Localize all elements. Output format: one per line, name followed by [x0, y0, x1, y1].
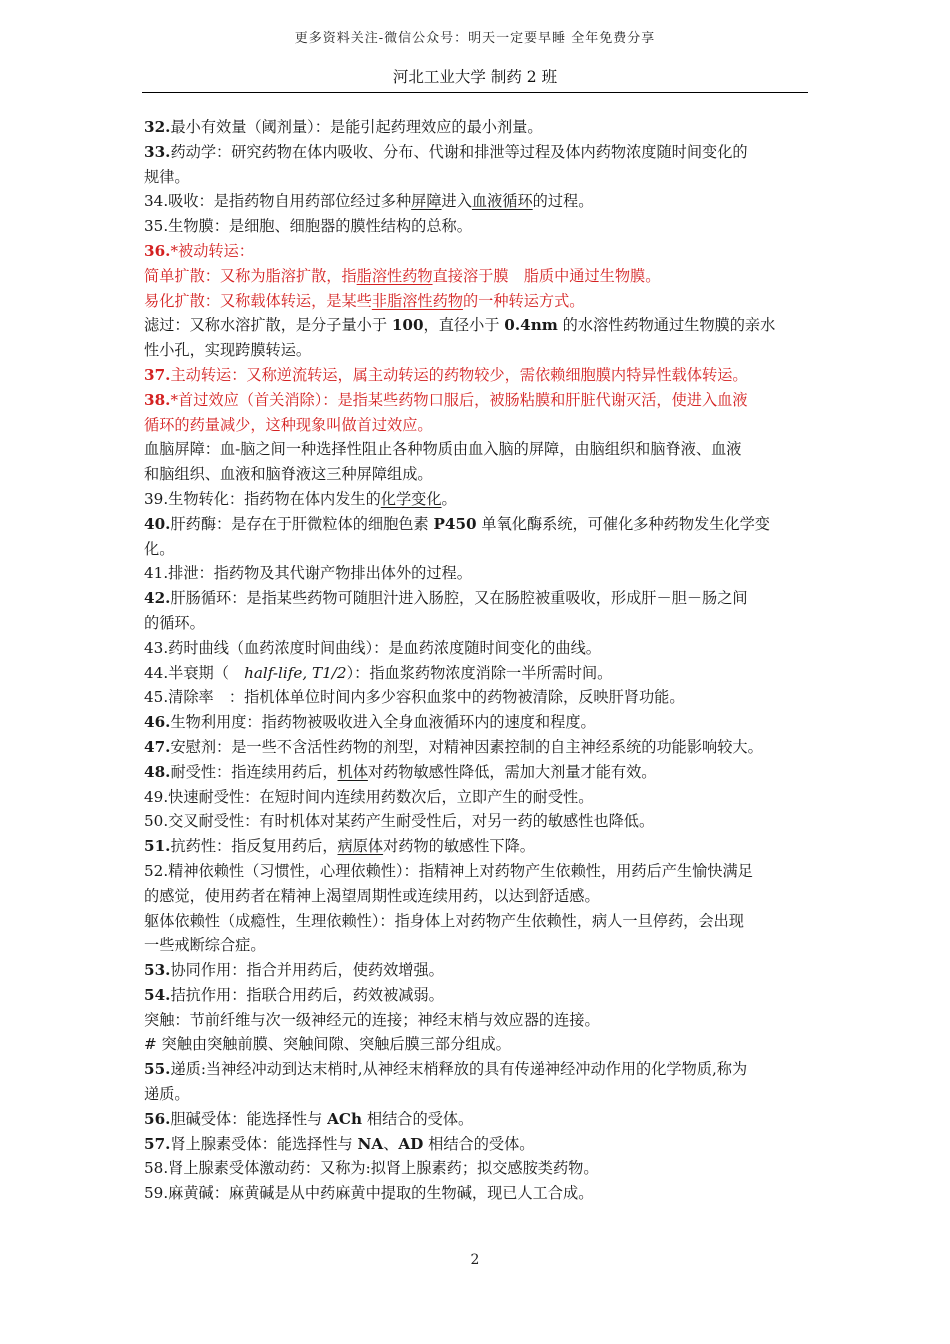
- entry-text: 胆碱受体：能选择性与: [170, 1109, 328, 1128]
- entry-number: 32.: [144, 118, 171, 136]
- entry-text: 44.半衰期（: [144, 663, 245, 682]
- entry-51: [144, 834, 806, 859]
- entry-32: [144, 115, 806, 140]
- underlined-term: 病原体: [337, 837, 384, 856]
- entry-37: [144, 363, 806, 388]
- entry-40: [144, 512, 806, 537]
- entry-55-cont: 递质。: [144, 1085, 190, 1104]
- running-header: 河北工业大学 制药 2 班: [142, 62, 808, 93]
- entry-text: 耐受性：指连续用药后，: [170, 762, 338, 781]
- entry-55: [144, 1057, 806, 1082]
- entry-text: 、: [383, 1134, 399, 1153]
- entry-53: [144, 958, 806, 983]
- entry-number: 55.: [144, 1060, 171, 1079]
- entry-42: [144, 586, 806, 611]
- underlined-term: 化学变化: [380, 489, 442, 508]
- entry-36-facilitated-diffusion: [144, 289, 806, 314]
- entry-value: AD: [398, 1134, 424, 1153]
- entry-56: [144, 1107, 806, 1132]
- entry-text: 相结合的受体。: [423, 1134, 535, 1153]
- entry-38: [144, 388, 806, 413]
- entry-36-simple-diffusion: [144, 264, 806, 289]
- entry-text: 递质:当神经冲动到达末梢时,从神经末梢释放的具有传递神经冲动作用的化学物质,称为: [170, 1060, 748, 1079]
- entry-number: 40.: [144, 514, 171, 533]
- entry-text: 肾上腺素受体：能选择性与: [170, 1134, 358, 1153]
- entry-number: 53.: [144, 961, 171, 980]
- document-body: [144, 115, 806, 1206]
- entry-number: 42.: [144, 589, 171, 608]
- entry-text: 34.吸收：是指药物自用药部位经过多种: [144, 192, 412, 211]
- entry-text: 主动转运：又称逆流转运，属主动转运的药物较少，需依赖细胞膜内特异性载体转运。: [170, 365, 748, 384]
- entry-number: 38.: [144, 390, 171, 409]
- entry-text: 对药物的敏感性下降。: [383, 837, 535, 856]
- entry-value: 0.4nm: [504, 316, 558, 335]
- entry-42-cont: 的循环。: [144, 613, 205, 632]
- entry-number: 57.: [144, 1134, 171, 1153]
- underlined-term: 机体: [337, 762, 368, 781]
- entry-number: 37.: [144, 365, 171, 384]
- entry-number: 47.: [144, 737, 171, 756]
- entry-value: NA: [357, 1134, 384, 1153]
- entry-blood-brain-barrier: 血脑屏障：血-脑之间一种选择性阻止各种物质由血入脑的屏障，由脑组织和脑脊液、血液: [144, 440, 742, 459]
- entry-text: ）：指血浆药物浓度消除一半所需时间。: [346, 663, 613, 682]
- underlined-term: 脂溶性药物: [356, 266, 433, 285]
- entry-54: [144, 983, 806, 1008]
- entry-47: [144, 735, 806, 760]
- entry-59: 59.麻黄碱：麻黄碱是从中药麻黄中提取的生物碱，现已人工合成。: [144, 1184, 594, 1203]
- entry-text: 药动学：研究药物在体内吸收、分布、代谢和排泄等过程及体内药物浓度随时间变化的: [170, 142, 748, 161]
- underlined-term: 非脂溶性药物: [371, 291, 463, 310]
- entry-term-italic: half-life, T1/2: [244, 663, 347, 682]
- entry-43: 43.药时曲线（血药浓度时间曲线）：是血药浓度随时间变化的曲线。: [144, 638, 601, 657]
- entry-filtration-cont: 性小孔，实现跨膜转运。: [144, 341, 312, 360]
- entry-48: [144, 760, 806, 785]
- entry-number: 54.: [144, 985, 171, 1004]
- entry-36: [144, 239, 806, 264]
- entry-physical-dependence: 躯体依赖性（成瘾性，生理依赖性）：指身体上对药物产生依赖性，病人一旦停药，会出现: [144, 911, 744, 930]
- entry-text: 肝药酶：是存在于肝微粒体的细胞色素: [170, 514, 434, 533]
- underlined-term: 血液循环: [471, 192, 533, 211]
- entry-text: 的过程。: [532, 192, 594, 211]
- entry-40-cont: 化。: [144, 539, 175, 558]
- entry-text: 生物利用度：指药物被吸收进入全身血液循环内的速度和程度。: [170, 713, 596, 732]
- entry-39: [144, 487, 806, 512]
- entry-52-cont: 的感觉，使用药者在精神上渴望周期性或连续用药，以达到舒适感。: [144, 886, 600, 905]
- entry-text: 抗药性：指反复用药后，: [170, 837, 338, 856]
- entry-number: 46.: [144, 713, 171, 732]
- entry-number: 33.: [144, 142, 171, 161]
- entry-text: 相结合的受体。: [362, 1109, 474, 1128]
- entry-58: 58.肾上腺素受体激动药：又称为:拟肾上腺素药；拟交感胺类药物。: [144, 1159, 599, 1178]
- entry-text: 对药物敏感性降低，需加大剂量才能有效。: [367, 762, 657, 781]
- entry-value: ACh: [327, 1109, 363, 1128]
- entry-physical-dependence-cont: 一些戒断综合症。: [144, 936, 266, 955]
- entry-number: 36.: [144, 241, 171, 260]
- entry-value: 100: [391, 316, 424, 335]
- entry-text: 协同作用：指合并用药后，使药效增强。: [170, 961, 444, 980]
- entry-text: 直接溶于膜 脂质中通过生物膜。: [432, 266, 661, 285]
- entry-text: 肝肠循环：是指某些药物可随胆汁进入肠腔，又在肠腔被重吸收，形成肝－胆－肠之间: [170, 589, 748, 608]
- underlined-term: 屏障: [411, 192, 442, 211]
- entry-text: *被动转运：: [170, 241, 254, 260]
- entry-number: 56.: [144, 1109, 171, 1128]
- entry-number: 48.: [144, 762, 171, 781]
- entry-35: 35.生物膜：是细胞、细胞器的膜性结构的总称。: [144, 217, 472, 236]
- page-number: 2: [470, 1252, 480, 1268]
- entry-blood-brain-barrier-cont: 和脑组织、血液和脑脊液这三种屏障组成。: [144, 465, 433, 484]
- entry-44: [144, 661, 806, 686]
- entry-synapse: 突触：节前纤维与次一级神经元的连接；神经末梢与效应器的连接。: [144, 1010, 600, 1029]
- entry-52: 52.精神依赖性（习惯性，心理依赖性）：指精神上对药物产生依赖性，用药后产生愉快满足: [144, 861, 753, 880]
- entry-41: 41.排泄：指药物及其代谢产物排出体外的过程。: [144, 564, 472, 583]
- entry-text: 安慰剂：是一些不含活性药物的剂型，对精神因素控制的自主神经系统的功能影响较大。: [170, 737, 763, 756]
- entry-text: 易化扩散：又称载体转运，是某些: [144, 291, 372, 310]
- entry-text: 简单扩散：又称为脂溶扩散，指: [144, 266, 357, 285]
- entry-text: 拮抗作用：指联合用药后，药效被减弱。: [170, 985, 444, 1004]
- entry-text: *首过效应（首关消除）：是指某些药物口服后，被肠粘膜和肝脏代谢灭活，使进入血液: [170, 390, 748, 409]
- entry-text: 最小有效量（阈剂量）：是能引起药理效应的最小剂量。: [170, 118, 543, 136]
- entry-49: 49.快速耐受性：在短时间内连续用药数次后，立即产生的耐受性。: [144, 787, 594, 806]
- entry-45: 45.清除率 ：指机体单位时间内多少容积血浆中的药物被清除，反映肝肾功能。: [144, 688, 685, 707]
- entry-text: 的一种转运方式。: [462, 291, 585, 310]
- entry-38-cont: 循环的药量减少，这种现象叫做首过效应。: [144, 415, 433, 434]
- entry-33: [144, 140, 806, 165]
- entry-text: ，直径小于: [423, 316, 505, 335]
- entry-50: 50.交叉耐受性：有时机体对某药产生耐受性后，对另一药的敏感性也降低。: [144, 812, 655, 831]
- entry-33-cont: 规律。: [144, 167, 190, 186]
- entry-text: 滤过：又称水溶扩散，是分子量小于: [144, 316, 392, 335]
- entry-text: 单氧化酶系统，可催化多种药物发生化学变: [476, 514, 770, 533]
- entry-filtration: [144, 313, 806, 338]
- entry-text: 进入: [441, 192, 472, 211]
- entry-34: [144, 189, 806, 214]
- entry-value: P450: [433, 514, 477, 533]
- entry-text: 的水溶性药物通过生物膜的亲水: [557, 316, 776, 335]
- top-banner: 更多资料关注-微信公众号：明天一定要早睡 全年免费分享: [294, 31, 656, 46]
- entry-synapse-note: # 突触由突触前膜、突触间隙、突触后膜三部分组成。: [144, 1035, 511, 1054]
- entry-text: 。: [441, 489, 457, 508]
- entry-57: [144, 1132, 806, 1157]
- entry-text: 39.生物转化：指药物在体内发生的: [144, 489, 381, 508]
- entry-46: [144, 710, 806, 735]
- entry-number: 51.: [144, 837, 171, 856]
